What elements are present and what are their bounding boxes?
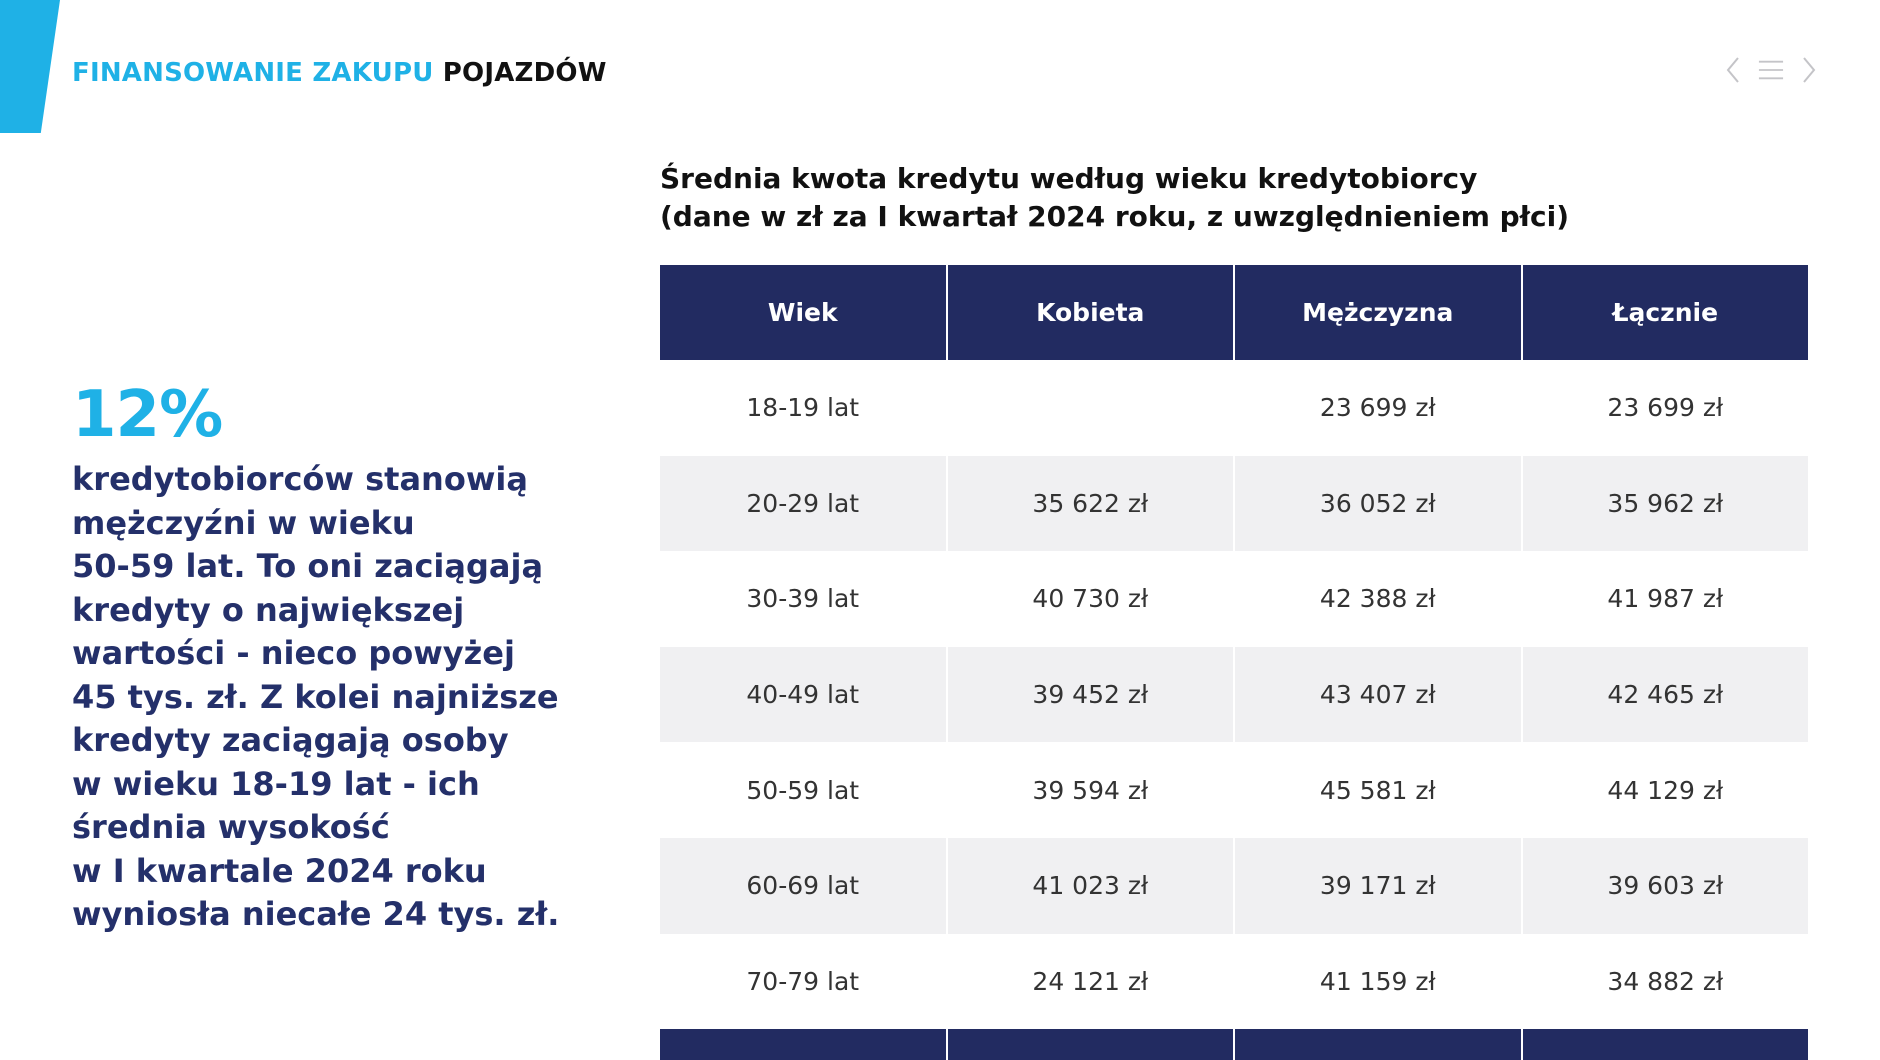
slide-navigation [1720,56,1822,84]
stat-line: kredyty zaciągają osoby [72,721,509,759]
table-row [660,934,1808,1030]
cell-male: 45 581 zł [1235,742,1523,838]
column-header-female: Kobieta [948,265,1236,360]
table-footer-row [660,1029,1808,1060]
footer-cell [1235,1029,1523,1060]
cell-male: 41 159 zł [1235,934,1523,1030]
cell-female: 39 452 zł [948,647,1236,743]
stat-percent: 12% [72,378,223,452]
column-header-male: Mężczyzna [1235,265,1523,360]
cell-total: 23 699 zł [1607,393,1724,423]
cell-total: 39 603 zł [1607,871,1724,901]
chevron-left-icon[interactable] [1720,56,1746,84]
column-header-total: Łącznie [1523,265,1809,360]
cell-age: 40-49 lat [660,647,948,743]
page-header-title [72,58,607,88]
corner-accent [0,0,60,133]
table-row [660,360,1808,456]
table-header-row [660,265,1808,360]
stat-line: 45 tys. zł. Z kolei najniższe [72,677,559,716]
footer-cell [948,1029,1236,1060]
stat-line: 50-59 lat. To oni zaciągają [72,547,544,585]
cell-female [948,360,1236,456]
stat-line: wartości - nieco powyżej [72,634,515,672]
menu-icon[interactable] [1758,56,1784,84]
cell-male: 23 699 zł [1235,360,1523,456]
header-title-highlight: FINANSOWANIE ZAKUPU [72,58,434,88]
column-header-age: Wiek [660,265,948,360]
cell-age: 50-59 lat [660,742,948,838]
cell-total: 35 962 zł [1607,488,1724,518]
table-row [660,742,1808,838]
cell-male: 42 388 zł [1235,551,1523,647]
cell-age: 60-69 lat [660,838,948,934]
stat-line: kredyty o największej [72,590,465,629]
stat-line: wyniosła niecałe 24 tys. zł. [72,895,560,933]
table-row [660,647,1808,743]
cell-female: 39 594 zł [948,742,1236,838]
table-row [660,456,1808,552]
cell-male: 36 052 zł [1235,456,1523,552]
cell-male: 39 171 zł [1235,838,1523,934]
cell-age: 30-39 lat [660,551,948,647]
stat-line: w I kwartale 2024 roku [72,851,487,890]
stat-line: w wieku 18-19 lat - ich [72,764,480,803]
table-row [660,838,1808,934]
table-body [660,360,1808,1029]
header-title-rest: POJAZDÓW [442,58,607,88]
cell-male: 43 407 zł [1235,647,1523,743]
chevron-right-icon[interactable] [1796,56,1822,84]
cell-female: 40 730 zł [948,551,1236,647]
cell-female: 24 121 zł [948,934,1236,1030]
stat-line: średnia wysokość [72,808,390,846]
cell-age: 18-19 lat [660,360,948,456]
loan-amount-table [660,265,1808,1060]
table-title-line1: Średnia kwota kredytu według wieku kredytobiorcy [660,162,1478,195]
stat-line: kredytobiorców stanowią [72,460,528,498]
table-title-line2: (dane w zł za I kwartał 2024 roku, z uwzględnieniem płci) [660,200,1570,233]
cell-age: 20-29 lat [660,456,948,552]
stat-line: mężczyźni w wieku [72,503,415,542]
table-row [660,551,1808,647]
cell-female: 35 622 zł [948,456,1236,552]
cell-total: 42 465 zł [1607,680,1724,710]
cell-total: 41 987 zł [1607,584,1724,614]
stat-description [72,458,602,937]
cell-total: 34 882 zł [1607,966,1724,996]
cell-female: 41 023 zł [948,838,1236,934]
cell-total: 44 129 zł [1607,775,1724,805]
cell-age: 70-79 lat [660,934,948,1030]
footer-cell [1523,1029,1809,1060]
table-title [660,160,1810,236]
footer-cell [660,1029,948,1060]
